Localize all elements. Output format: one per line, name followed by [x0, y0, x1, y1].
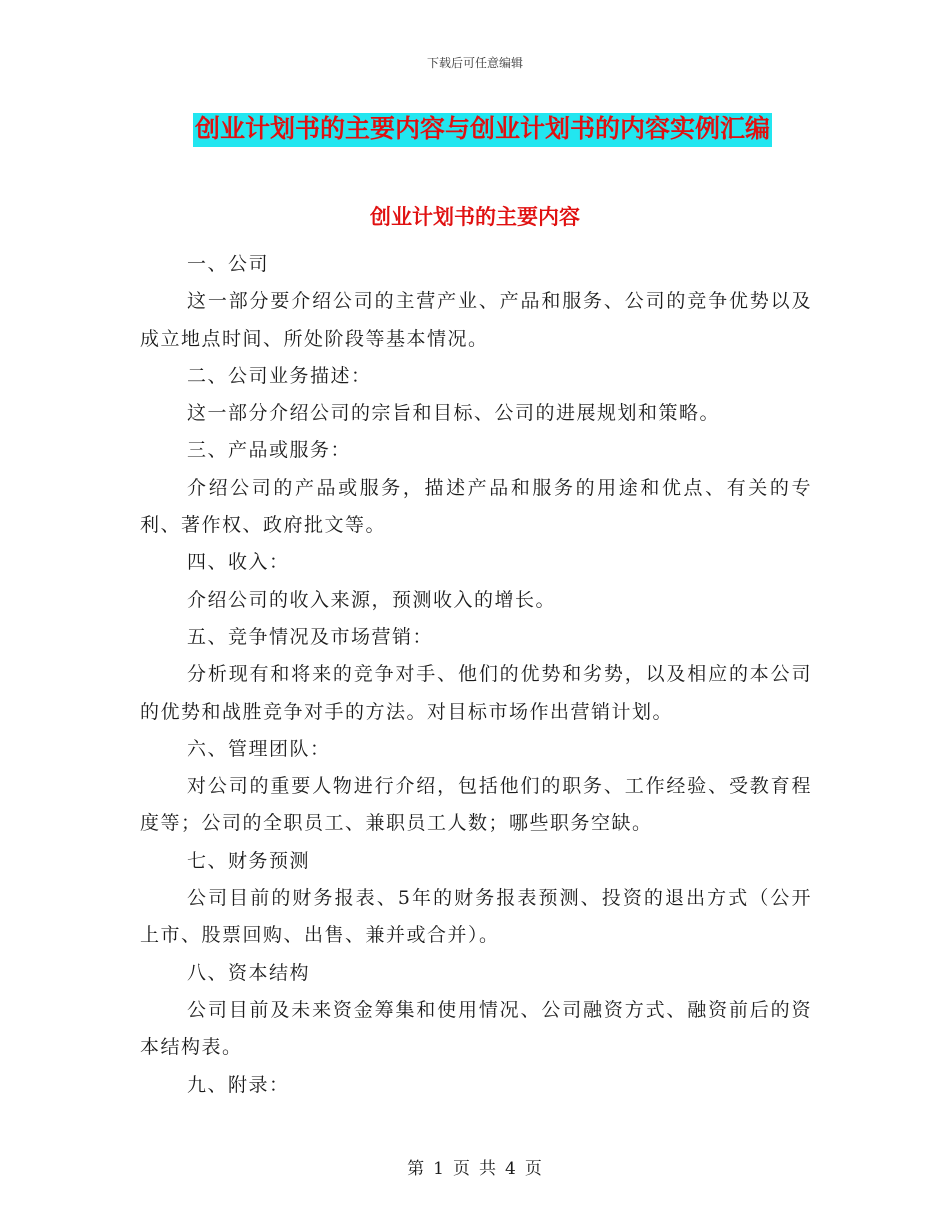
- paragraph-heading-appendix: 九、附录：: [187, 1073, 290, 1096]
- paragraph-competition: 分析现有和将来的竞争对手、他们的优势和劣势，以及相应的本公司的优势和战胜竞争对手的方法。对目标市场作出营销计划。: [140, 663, 812, 723]
- document-body: [140, 246, 812, 1104]
- footer-total-pages: 4: [505, 1159, 517, 1179]
- paragraph-heading-capital: 八、资本结构: [187, 961, 311, 984]
- paragraph-heading-income: 四、收入：: [187, 551, 290, 574]
- paragraph-heading-team: 六、管理团队：: [187, 737, 331, 760]
- paragraph-heading-company: 一、公司: [187, 253, 270, 275]
- header-note: 下载后可任意编辑: [426, 56, 523, 70]
- section-title: 创业计划书的主要内容: [370, 205, 580, 229]
- footer-total-word: 共: [479, 1159, 497, 1179]
- paragraph-capital: 公司目前及未来资金筹集和使用情况、公司融资方式、融资前后的资本结构表。: [140, 998, 812, 1059]
- paragraph-company: 这一部分要介绍公司的主营产业、产品和服务、公司的竞争优势以及成立地点时间、所处阶段等基本情况。: [140, 290, 812, 350]
- paragraph-heading-finance: 七、财务预测: [187, 849, 311, 872]
- footer-prefix: 第: [407, 1159, 426, 1179]
- paragraph-products: 介绍公司的产品或服务，描述产品和服务的用途和优点、有关的专利、著作权、政府批文等。: [140, 476, 812, 537]
- paragraph-income: 介绍公司的收入来源，预测收入的增长。: [187, 588, 557, 611]
- footer-suffix: 页: [524, 1159, 543, 1179]
- footer-page-word: 页: [453, 1159, 471, 1179]
- footer-page-number: 1: [433, 1159, 445, 1179]
- paragraph-finance: 公司目前的财务报表、5年的财务报表预测、投资的退出方式（公开上市、股票回购、出售、兼并或合并）。: [140, 887, 812, 947]
- page-footer: [0, 1154, 950, 1179]
- paragraph-heading-competition: 五、竞争情况及市场营销：: [187, 625, 434, 648]
- paragraph-business: 这一部分介绍公司的宗旨和目标、公司的进展规划和策略。: [187, 402, 721, 425]
- document-title: 创业计划书的主要内容与创业计划书的内容实例汇编: [193, 113, 772, 147]
- paragraph-heading-business: 二、公司业务描述：: [187, 364, 372, 387]
- paragraph-team: 对公司的重要人物进行介绍，包括他们的职务、工作经验、受教育程度等；公司的全职员工、兼职员工人数；哪些职务空缺。: [140, 775, 812, 835]
- paragraph-heading-products: 三、产品或服务：: [187, 439, 352, 462]
